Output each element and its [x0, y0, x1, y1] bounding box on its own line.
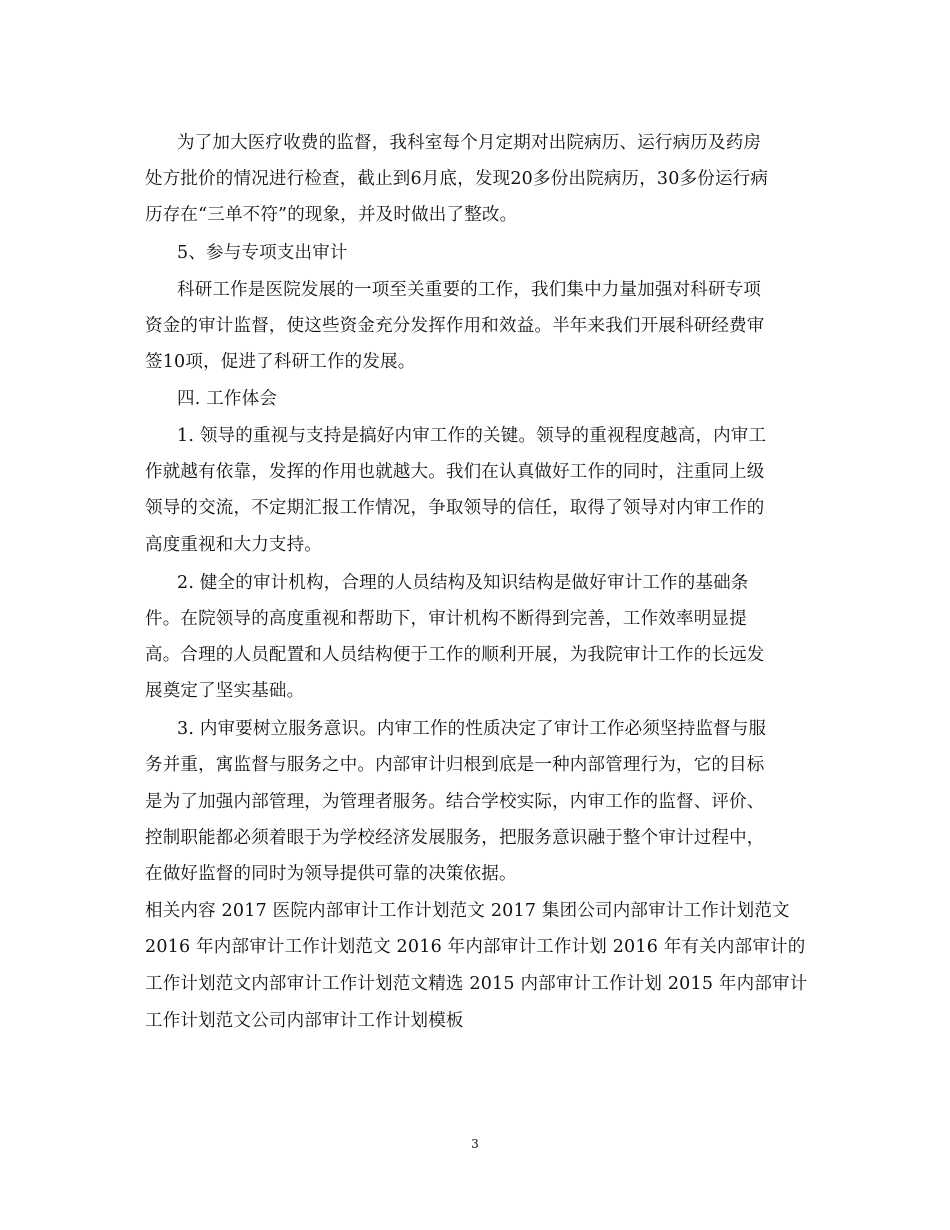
paragraph-line: 3. 内审要树立服务意识。内审工作的性质决定了审计工作必须坚持监督与服	[177, 719, 767, 739]
related-content-line: 相关内容 2017 医院内部审计工作计划范文 2017 集团公司内部审计工作计划范文	[145, 901, 790, 921]
paragraph-line: 在做好监督的同时为领导提供可靠的决策依据。	[145, 864, 517, 884]
paragraph-line: 高度重视和大力支持。	[145, 535, 322, 555]
paragraph-line: 1. 领导的重视与支持是搞好内审工作的关键。领导的重视程度越高，内审工	[177, 426, 767, 446]
paragraph-line: 高。合理的人员配置和人员结构便于工作的顺利开展，为我院审计工作的长远发	[145, 645, 765, 665]
paragraph-line: 历存在“三单不符”的现象，并及时做出了整改。	[145, 205, 518, 225]
related-content-line: 工作计划范文内部审计工作计划范文精选 2015 内部审计工作计划 2015 年内部审计	[145, 974, 808, 994]
paragraph-line: 2. 健全的审计机构，合理的人员结构及知识结构是做好审计工作的基础条	[177, 573, 749, 593]
paragraph-line: 为了加大医疗收费的监督，我科室每个月定期对出院病历、运行病历及药房	[177, 133, 762, 153]
paragraph-line: 务并重，寓监督与服务之中。内部审计归根到底是一种内部管理行为，它的目标	[145, 755, 765, 775]
paragraph-line: 控制职能都必须着眼于为学校经济发展服务，把服务意识融于整个审计过程中，	[145, 828, 765, 848]
paragraph-line: 是为了加强内部管理，为管理者服务。结合学校实际，内审工作的监督、评价、	[145, 792, 765, 812]
section-heading: 四. 工作体会	[177, 389, 278, 409]
related-content-line: 工作计划范文公司内部审计工作计划模板	[145, 1011, 464, 1031]
section-heading: 5、参与专项支出审计	[177, 243, 348, 263]
page-number: 3	[471, 1137, 479, 1151]
paragraph-line: 作就越有依靠，发挥的作用也就越大。我们在认真做好工作的同时，注重同上级	[145, 462, 765, 482]
paragraph-line: 资金的审计监督，使这些资金充分发挥作用和效益。半年来我们开展科研经费审	[145, 316, 765, 336]
paragraph-line: 处方批价的情况进行检查，截止到6月底，发现20多份出院病历，30多份运行病	[145, 169, 769, 189]
paragraph-line: 展奠定了坚实基础。	[145, 681, 305, 701]
paragraph-line: 签10项，促进了科研工作的发展。	[145, 352, 416, 372]
paragraph-line: 科研工作是医院发展的一项至关重要的工作，我们集中力量加强对科研专项	[177, 280, 762, 300]
related-content-line: 2016 年内部审计工作计划范文 2016 年内部审计工作计划 2016 年有关内部审计的	[145, 937, 806, 957]
paragraph-line: 件。在院领导的高度重视和帮助下，审计机构不断得到完善，工作效率明显提	[145, 609, 747, 629]
paragraph-line: 领导的交流，不定期汇报工作情况，争取领导的信任，取得了领导对内审工作的	[145, 498, 765, 518]
